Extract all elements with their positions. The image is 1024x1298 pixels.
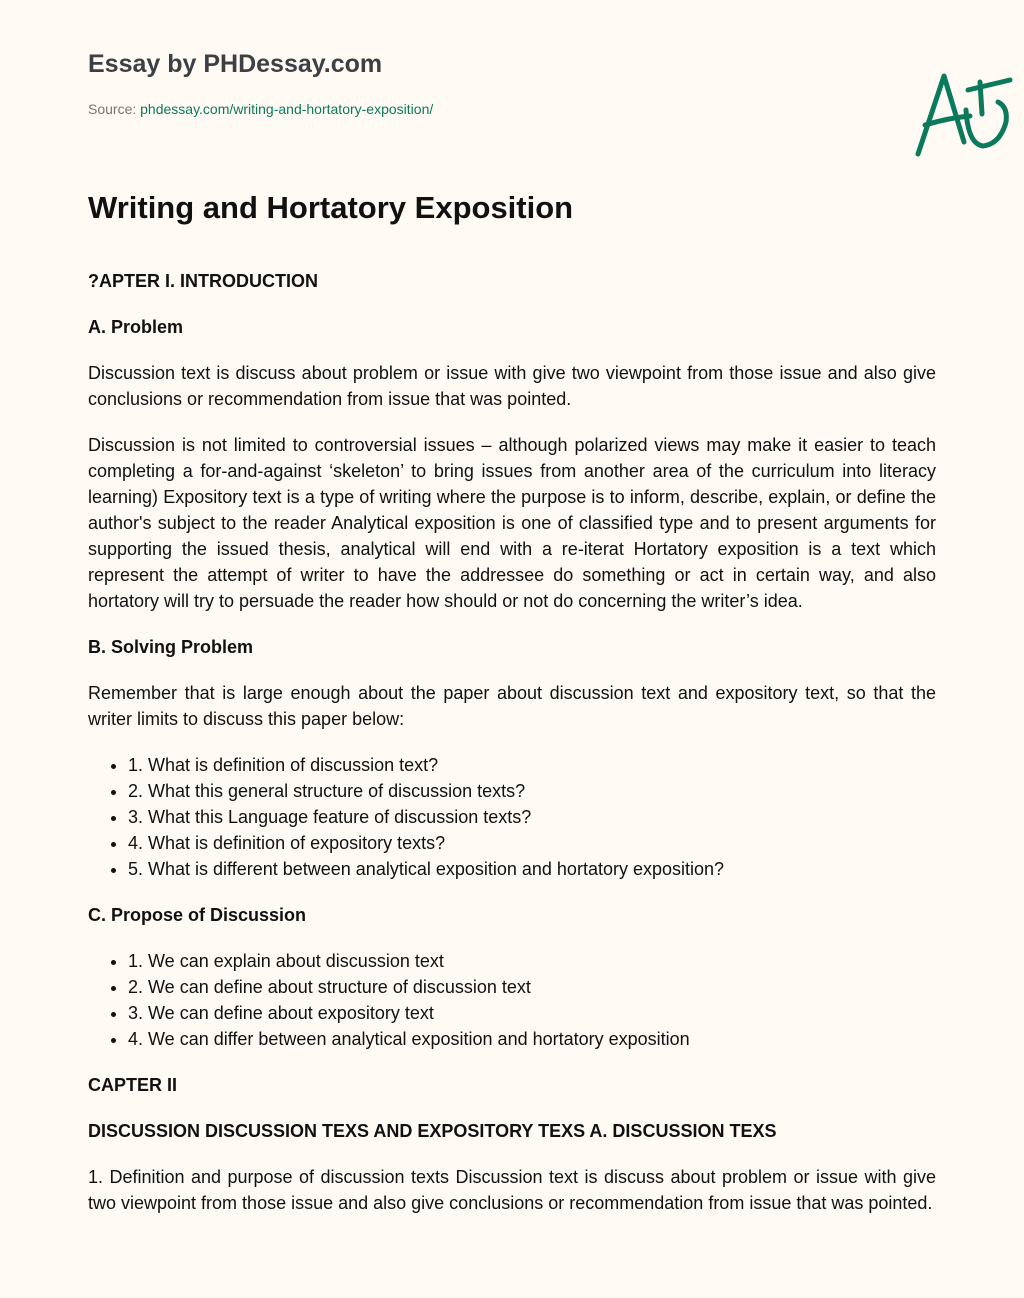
paragraph-clip <box>88 1164 936 1230</box>
list-item: • 4. What is definition of expository texts? <box>128 830 936 856</box>
source-line <box>88 101 433 117</box>
solving-list <box>88 752 936 882</box>
list-item: • 1. What is definition of discussion text? <box>128 752 936 778</box>
chapter-heading: ?APTER I. INTRODUCTION <box>88 271 318 291</box>
essay-title: Writing and Hortatory Exposition <box>88 190 574 225</box>
propose-list <box>88 948 936 1052</box>
list-item: • 1. We can explain about discussion text <box>128 948 936 974</box>
source-link[interactable]: phdessay.com/writing-and-hortatory-exposition/ <box>140 101 434 117</box>
source-label: Source: <box>88 101 137 117</box>
essay-body <box>88 268 936 1230</box>
paragraph: Discussion text is discuss about problem or issue with give two viewpoint from those issue and also give conclusions or recommendation from issue that was pointed. <box>88 363 936 409</box>
site-brand: Essay by PHDessay.com <box>88 50 383 78</box>
list-item: • 2. What this general structure of discussion texts? <box>128 778 936 804</box>
paragraph: Discussion is not limited to controversial issues – although polarized views may make it easier to teach completing a for-and-against ‘skeleton’ to bring issues from another area of the curriculum into literacy learning) Expository text is a type of writing where the purpose is to inform, describe, explain, or define the author's subject to the reader Analytical exposition is one of classified type and to present arguments for supporting the issued thesis, analytical will end with a re-iterat Hortatory exposition is a text which represent the attempt of writer to have the addressee do something or act in certain way, and also hortatory will try to persuade the reader how should or not do concerning the writer’s idea. <box>88 435 936 611</box>
paragraph: Remember that is large enough about the paper about discussion text and expository text, so that the writer limits to discuss this paper below: <box>88 683 936 729</box>
section-heading-solving: B. Solving Problem <box>88 637 254 657</box>
list-item: • 3. What this Language feature of discussion texts? <box>128 804 936 830</box>
section-heading-propose: C. Propose of Discussion <box>88 905 307 925</box>
list-item: • 3. We can define about expository text <box>128 1000 936 1026</box>
section-heading-problem: A. Problem <box>88 317 184 337</box>
list-item: • 5. What is different between analytical exposition and hortatory exposition? <box>128 856 936 882</box>
chapter-subheading: DISCUSSION DISCUSSION TEXS AND EXPOSITORY TEXS A. DISCUSSION TEXS <box>88 1121 777 1141</box>
list-item: • 2. We can define about structure of discussion text <box>128 974 936 1000</box>
a-plus-logo-icon <box>908 62 1018 162</box>
paragraph: 1. Definition and purpose of discussion texts Discussion text is discuss about problem or issue with give two viewpoint from those issue and also give conclusions or recommendation from issue that was pointed. <box>88 1167 936 1213</box>
chapter-heading: CAPTER II <box>88 1075 178 1095</box>
list-item: • 4. We can differ between analytical exposition and hortatory exposition <box>128 1026 936 1052</box>
